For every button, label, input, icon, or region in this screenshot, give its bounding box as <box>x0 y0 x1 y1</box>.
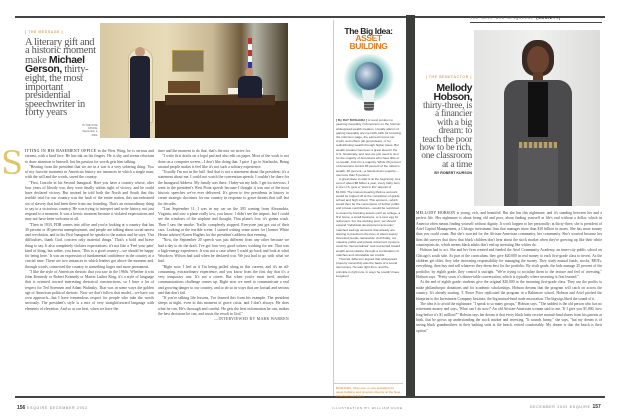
section-header <box>470 16 561 21</box>
section-tag: (SOCIETY) <box>536 16 561 20</box>
folio-text: DECEMBER 2002 ESQUIRE <box>530 405 591 409</box>
section-label: [ THE MESSAGE ] <box>25 30 64 34</box>
lightbulb-globe-illustration <box>343 54 395 114</box>
section-title: The Best and Brightest <box>470 17 534 21</box>
article-column-1 <box>25 149 154 393</box>
left-headline <box>25 28 97 118</box>
paragraph: time and the moment to do that, that's the mix we strive for. <box>158 149 251 153</box>
sidebar-title <box>334 28 403 50</box>
big-idea-sidebar <box>333 20 403 399</box>
right-folio <box>530 404 601 410</box>
paragraph: The idea is to avoid the nightmare. "I speak to so many groups," Hobson says. "The saddest is the old person who has no retirement money and says, 'What can I do now?' An old African-American woman said to me, 'If I give you $1,000, how long before it's $1 million?'" Hobson says her dream is that every black baby receive mutual-fund shares from his parents at birth, that he grows up understanding the stock market and investing. "It sounds funny," she says, "but my dream is of seeing black grandmothers in their bathing suits at the beach, retired comfortably. My dream is that the beach is their option." <box>416 301 602 333</box>
paragraph: Hobson had to act. She and her firm created and funded the Ariel Community Academy, an inner-city public school on Chicago's south side. As part of the curriculum, they give $20,000 in real money to each first-grade class to invest. As the children get older, they take increasing responsibility for managing the money. They study mutual funds, stocks, REITs, everything, then buy and sell whatever they deem best for the portfolio. By sixth grade, the kids manage 25 percent of the portfolio; by eighth grade, they control it outright. "We're trying to socialize them to the texture and feel of investing," Hobson says. "Pretty soon, it's dinner-table conversation, which is typically where investing is first learned." <box>416 248 602 280</box>
title-line: The Big Idea: <box>344 26 393 36</box>
paragraph: "Right now, I feel as if I'm being pulled along in this current, and it's an all-consuming, extraordinary experience, and you know from the first day that it's a very temporary one. It's not a career. But when you're most tired, another communications challenge comes up. Right now we need to communicate a real and growing danger to our country, and to do so in ways that are factual and serious and that don't fail. <box>158 264 289 295</box>
sidebar-byline: [ By RAY BOSHARA ] <box>336 118 368 123</box>
illustration-credit: ILLUSTRATION BY WILLIAM DUKE <box>332 406 403 410</box>
paragraph: "Last September 11, I was in my car on the 395 coming from Alexandria, Virginia, and saw a plane really low, you know. I didn't see the impact, but I could see the windows of the airplane and thought, That plane's low, it's gonna crash. Then I saw the smoke. Traffic completely stopped. Everyone just got out of their cars. Looking at the terrible scene, I started writing some notes for [former White House adviser] Karen Hughes for the president's address that evening. <box>158 206 289 237</box>
byline: BY ROBERT KURSON <box>434 171 472 176</box>
title-line: BUILDING <box>349 40 388 51</box>
oval-office-photo <box>100 23 288 138</box>
paragraph: Thomas Jefferson argued that widespread property ownership was the basis of a sound democracy. He was right then, and the principle is right now, in ways he couldn't have imagined. <box>336 256 400 278</box>
hobson-portrait-photo <box>474 30 600 206</box>
paragraph: At the end of eighth grade, students give the original $20,000 to the incoming first-grade class. They use the profits to make philanthropic donations and for academic scholarships. Hobson dreams that the program will catch on across the country. It's already starting. T. Rowe Price replicated the program in a Baltimore school. Hobson and Ariel pitched the blueprint to the Investment Company Institute, the big mutual-fund trade association. The bigwigs liked the sound of it. <box>416 280 602 301</box>
lead-in: MELLODY HOBSON <box>416 211 456 215</box>
paragraph: "I like the style of American rhetoric that you saw in the 1960s. Whether it was John Kennedy or Robert Kennedy or Martin Luther King, it's a style of language that is oriented toward interesting rhetorical constructions, so I have a lot of respect for Ted Sorensen and Adam Walinsky. That was in some ways the golden age of American political rhetoric. Now we don't follow that model—we have our own approach—but I have tremendous respect for people who take the words seriously. The president's style is a mix of very straightforward language with elements of elevation. And so at our best, when we have the <box>25 269 154 311</box>
headline-name: Michael Gerson, <box>25 53 85 76</box>
paragraph: "First, Lincoln in his Second Inaugural. Here you have a country whose, after four years of bloody war, they were finally within sight of victory, and he could have declared victory. But instead he told both the North and South that this terrible trial for our country was the fault of the entire nation, this unconfronted sin of slavery that had been there from our founding. That's an extraordinary thing to say to a victorious country. He was trying to interpret and write history, not just respond to a moment. It was a heroic moment because it violated expectations and may not have been welcome at all. <box>25 180 154 222</box>
paragraph-text: is young, rich, and beautiful. But she has this nightmare, and it's standing between her and a perfect life. Her nightmare is about being old and poor, about finding yourself at life's end without a dollar, which in America often means finding yourself without dignity. It won't happen to her personally; at thirty-three, she is president of Ariel Capital Management, a Chicago investment firm that manages more than $10 billion in assets. She has more money than you could count. But she's worried for the African-American community, her community. She's worried because her firm did surveys that show that black children don't hear about the stock market when they're growing up like their white counterparts do, which means black adults don't end up investing like whites do. <box>416 211 602 248</box>
section-rule <box>470 22 602 23</box>
name-line: Mellody <box>436 82 472 94</box>
drop-cap: S <box>1 144 23 182</box>
paragraph: "Then in 1933, FDR comes into office and you're looking at a country that has 30 percent or 40 percent unemployment, and people are talking about social unrest and revolution, and in his First Inaugural he speaks to the nation and he says, 'Our difficulties, thank God, concern only material things.' That's a bold and brave thing to say. It also completely violates expectations; it's not like a 'Feel your pain' kind of thing, but rather, you know, 'This is a good country—we should be happy for being here.' It was an expression of fundamental confidence in the country at a crucial time. These are two instances in which leaders got above the moment and, through words, connected the country to something larger and more permanent. <box>25 222 154 269</box>
divider-bar <box>406 15 415 397</box>
paragraph-text: in the West Wing, he is serious and earnest, with a kind face. He has ink on his fingers. He is shy and seems reluctant to draw attention to himself, but his passion for words gets him talking. <box>25 149 154 164</box>
right-headline <box>418 75 472 175</box>
headline-deck: thirty-three, is a financier with a big dream: to teach the poor how to be rich, one classroom at a time <box>419 101 472 170</box>
section-label: [ THE BENEFACTOR ] <box>425 75 472 79</box>
folio-text: ESQUIRE DECEMBER 2002 <box>27 406 88 410</box>
page-number: 157 <box>592 404 601 410</box>
article-column-2 <box>158 149 289 393</box>
left-folio <box>17 405 88 411</box>
photo-caption: IN THE OVAL OFFICE, September 4, 2002. <box>82 124 98 137</box>
hobson-article-body <box>416 211 602 396</box>
paragraph <box>416 211 602 248</box>
paragraph: A great place to start is at the beginning. At a cost of about $8 billion a year, every baby born in the U.S. gets a "start in life" deposit of $1,000. The interest-bearing lifetime account would be topped off at the completion of grade school and high school. This account—which would then be the centerpiece of further public and private contributions—would be restricted to economy-boosting assets such as college, a first home, a small business, or a nest egg for retirement. For the working poor, we should expand "individual development accounts," matched savings accounts that already are starting to transform the lives of about twenty thousand people nationwide. And finally, our massive public and private retirement systems could be "democratized" and reoriented toward wealth accumulation through a combination of matches and refundable tax credits. <box>336 177 401 257</box>
paragraph <box>336 118 401 177</box>
author-bio: BOSHARA, thirty-one, is vice president for asset building and program director at the New America Foundation. <box>334 383 403 400</box>
headline-text: A literary gift and a historic moment make <box>25 36 96 66</box>
paragraph: "Usually I'm not in the hall. And that is not a statement about the president; it's a statement about me. I could not watch the convention speech; I couldn't be there for the Inaugural Address. My family was there. I baby-sat my kids. I get too nervous. I went to the president's West Point speech because I thought it was one of the most historic speeches we've ever delivered. It's given to few presidents in history to create strategic doctrines for our country in response to grave threats that will last for decades. <box>158 170 289 206</box>
paragraph: "If you're talking life lessons, I've learned this from his example. The president sleeps at night, even in this moment of grave crisis, and I don't always. He does what he can. He's thorough and careful. He gets the best information he can, makes the best decisions he can, and trusts the result to God." <box>158 296 289 316</box>
paragraph-text: A novel solution to yawning inequality in America is on the horizon: widespread wealth creation. Usually alarms of gaping inequality are met with calls for boosting the minimum wage, the earned-income tax credit, and others (all good ideas), or for redistributing wealth through higher taxes. But wealth creation has been a great idea for the U.S. historically, and now we just need to do it for the majority of Americans who have little or no wealth. And it is a majority. While 20 percent of Americans control 83 percent of the nation's wealth, 60 percent—a hands-down majority—own less than 5 percent. <box>336 118 402 177</box>
interviewer-signature: —INTERVIEWED BY MARK WARREN <box>214 317 289 321</box>
bottom-rule <box>15 396 605 398</box>
headline-text: thirty-eight, the most important presidential speechwriter in forty years <box>25 64 89 119</box>
headline-name <box>418 84 472 102</box>
paragraph: "I write first drafts on a legal pad and also edit on paper. Most of the work is not done on a computer screen—I don't like doing that. I pace. I go to Starbucks. Being around people makes it feel like it's not such a solitary experience. <box>158 154 289 169</box>
page-number: 156 <box>17 405 26 411</box>
paragraph: "Now, the September 20 speech was just different from any other because we had a day to do the draft. I've got four very good writers working for me. That was a high-energy experience. It was not a case where I could go back and look at what Woodrow Wilson had said when he declared war. We just had to go with what we had. <box>158 238 289 264</box>
sidebar-body <box>334 118 403 383</box>
lead-in: ITTING IN HIS BASEMENT OFFICE <box>25 149 97 153</box>
title-line: ASSET <box>355 33 382 44</box>
name-line: Hobson, <box>433 91 472 103</box>
paragraph <box>25 149 154 165</box>
paragraph: "Hearing from the president that we are in a war is a very sobering thing. Two of my favorite moments in American history are instances in which a single man, with the will and the words, saved the country. <box>25 164 154 180</box>
